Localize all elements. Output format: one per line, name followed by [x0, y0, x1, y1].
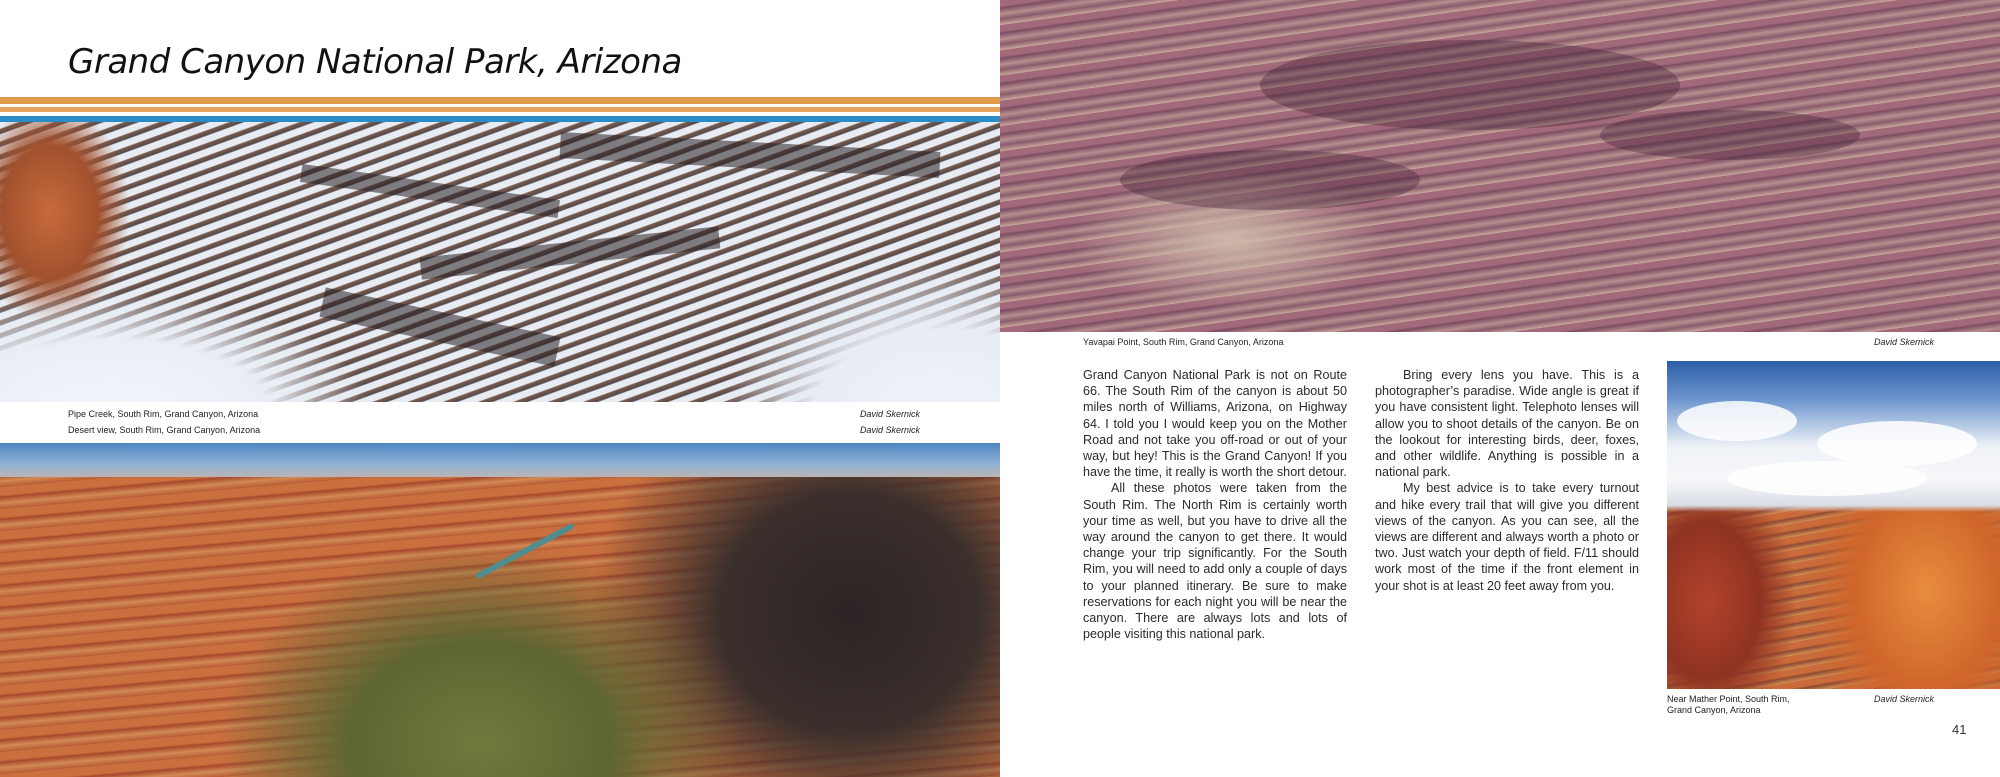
photo-caption: Pipe Creek, South Rim, Grand Canyon, Arizona: [68, 409, 259, 419]
paragraph: My best advice is to take every turnout and hike every trail that will give you different views of the canyon. As you can see, all the views are different and always worth a photo or two. Just watch your depth of field. F/11 should work most of the time if the front element in your shot is at least 20 feet away from you.: [1375, 481, 1639, 593]
page-number: 41: [1952, 722, 1967, 737]
photo-credit: David Skernick: [860, 409, 921, 419]
photo-desert-view: [0, 443, 1000, 777]
body-text-column-1: [1083, 367, 1347, 642]
photo-caption: Yavapai Point, South Rim, Grand Canyon, Arizona: [1083, 337, 1284, 347]
photo-pipe-creek: [0, 122, 1000, 402]
paragraph: Bring every lens you have. This is a photographer’s paradise. Wide angle is great if you have consistent light. Telephoto lenses will allow you to shoot details of the canyon. Be on the lookout for interesting birds, deer, foxes, and other wildlife. Anything is possible in a national park.: [1375, 368, 1639, 480]
photo-credit: David Skernick: [1874, 694, 1935, 704]
photo-caption: Grand Canyon, Arizona: [1667, 705, 1761, 715]
photo-yavapai-point: [1000, 0, 2000, 332]
paragraph: All these photos were taken from the South Rim. The North Rim is certainly worth your time as well, but you have to drive all the way around the canyon to get there. It would change your trip significantly. For the South Rim, you will need to add only a couple of days to your planned itinerary. Be sure to make reservations for each night you will be near the canyon. There are always lots and lots of people visiting this national park.: [1083, 481, 1347, 642]
paragraph: Grand Canyon National Park is not on Route 66. The South Rim of the canyon is about 50 miles north of Williams, Arizona, on Highway 64. I told you I would keep you on the Mother Road and not take you off-road or out of your way, but hey! This is the Grand Canyon! If you have the time, it really is worth the short detour.: [1083, 368, 1347, 480]
photo-mather-point: [1667, 361, 2000, 689]
page-title: Grand Canyon National Park, Arizona: [68, 42, 682, 82]
photo-credit: David Skernick: [860, 425, 921, 435]
title-stripe-orange: [0, 97, 1000, 104]
photo-credit: David Skernick: [1874, 337, 1935, 347]
photo-caption: Near Mather Point, South Rim,: [1667, 694, 1790, 704]
body-text-column-2: [1375, 367, 1639, 594]
photo-caption: Desert view, South Rim, Grand Canyon, Arizona: [68, 425, 261, 435]
title-stripe-orange-thin: [0, 107, 1000, 112]
